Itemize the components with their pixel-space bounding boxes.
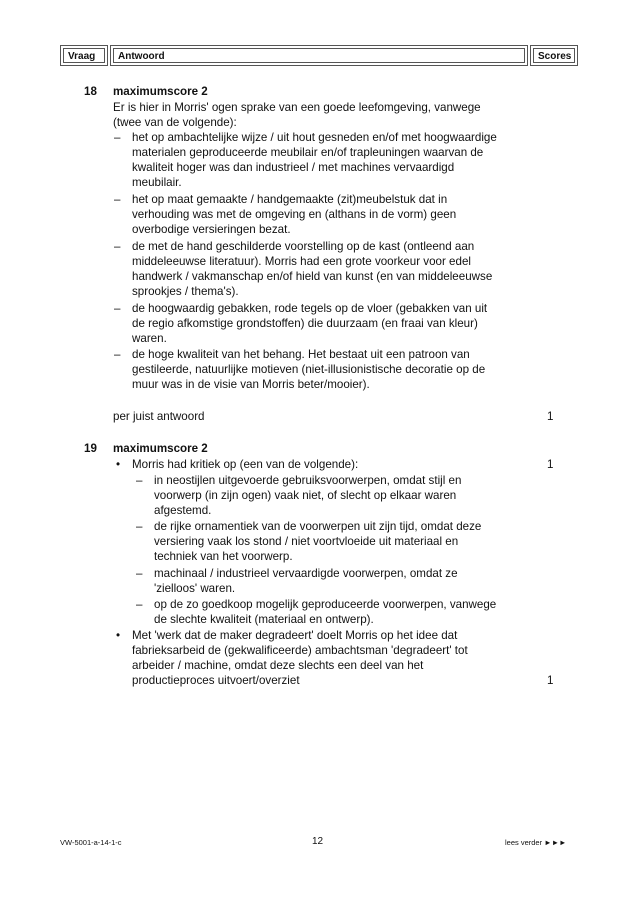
q19-subitem-line: machinaal / industrieel vervaardigde voorwerpen, omdat ze [154,567,458,580]
dash-marker: – [114,193,121,206]
dash-marker: – [136,520,143,533]
q18-item-line: handwerk / vakmanschap en/of hield van kunst (en van middeleeuwse [132,270,493,283]
dash-marker: – [136,474,143,487]
q18-number: 18 [84,85,97,98]
q19-bullet1-points: 1 [547,458,554,471]
q19-subitem-line: techniek van het voorwerp. [154,550,293,563]
q18-item-line: waren. [132,332,167,345]
q18-intro-line: (twee van de volgende): [113,116,237,129]
header-vraag [60,45,108,66]
q18-title: maximumscore 2 [113,85,208,98]
q18-item-line: middeleeuwse literatuur). Morris had een grote voorkeur voor edel [132,255,471,268]
q18-item-line: het op ambachtelijke wijze / uit hout gesneden en/of met hoogwaardige [132,131,497,144]
footer-code: VW-5001-a-14-1-c [60,838,122,847]
q19-bullet2-points: 1 [547,674,554,687]
q19-subitem-line: voorwerp (in zijn ogen) vaak niet, of slecht op elkaar waren [154,489,457,502]
q19-bullet2-line: productieproces uitvoert/overziet [132,674,300,687]
q19-subitem-line: op de zo goedkoop mogelijk geproduceerde voorwerpen, vanwege [154,598,497,611]
q18-item-line: de hoogwaardig gebakken, rode tegels op de vloer (gebakken van uit [132,302,488,315]
q18-scoring-text: per juist antwoord [113,410,205,423]
q19-subitem-line: in neostijlen uitgevoerde gebruiksvoorwerpen, omdat stijl en [154,474,462,487]
dash-marker: – [114,240,121,253]
q19-bullet2-line: arbeider / machine, omdat deze slechts een deel van het [132,659,424,672]
q18-item-line: gestileerde, natuurlijke motieven (niet-illusionistische decoratie op de [132,363,486,376]
q18-item-line: het op maat gemaakte / handgemaakte (zit)meubelstuk dat in [132,193,448,206]
q19-subitem-line: versiering vaak los stond / niet voortvloeide uit materiaal en [154,535,459,548]
header-vraag-label: Vraag [68,51,96,62]
q19-subitem-line: afgestemd. [154,504,212,517]
q18-scoring-points: 1 [547,410,554,423]
q18-item-line: sprookjes / thema's). [132,285,239,298]
q18-item-line: de regio afkomstige grondstoffen) die duurzaam (en fraai van kleur) [132,317,478,330]
q19-subitem-line: de rijke ornamentiek van de voorwerpen uit zijn tijd, omdat deze [154,520,482,533]
q18-item-line: muur was in de visie van Morris beter/mooier). [132,378,370,391]
bullet-marker: • [116,629,121,642]
header-antwoord [110,45,528,66]
q19-subitem-line: de slechte kwaliteit (materiaal en ontwerp). [154,613,374,626]
q18-item-line: materialen geproduceerde meubilair en/of trapleuningen waarvan de [132,146,484,159]
header-antwoord-label: Antwoord [118,51,165,62]
q19-number: 19 [84,442,97,455]
header-scores [530,45,578,66]
page-number: 12 [312,836,324,847]
dash-marker: – [114,348,121,361]
q19-subitem-line: 'zielloos' waren. [154,582,236,595]
q19-title: maximumscore 2 [113,442,208,455]
q18-item-line: overbodige versieringen bezat. [132,223,291,236]
dash-marker: – [136,598,143,611]
q18-item-line: de met de hand geschilderde voorstelling op de kast (ontleend aan [132,240,475,253]
dash-marker: – [136,567,143,580]
q19-bullet1: Morris had kritiek op (een van de volgende): [132,458,359,471]
q18-item-line: kwaliteit hoger was dan industrieel / met machines vervaardigd [132,161,455,174]
q18-item-line: verhouding was met de omgeving en (althans in de vorm) geen [132,208,457,221]
q19-bullet2-line: Met 'werk dat de maker degradeert' doelt Morris op het idee dat [132,629,458,642]
bullet-marker: • [116,458,121,471]
dash-marker: – [114,302,121,315]
q19-bullet2-line: fabrieksarbeid de (gekwalificeerde) ambachtsman 'degradeert' tot [132,644,468,657]
q18-item-line: de hoge kwaliteit van het behang. Het bestaat uit een patroon van [132,348,470,361]
q18-item-line: meubilair. [132,176,182,189]
dash-marker: – [114,131,121,144]
q18-intro-line: Er is hier in Morris' ogen sprake van een goede leefomgeving, vanwege [113,101,481,114]
footer-next: lees verder ►►► [505,838,567,847]
header-scores-label: Scores [538,51,572,62]
